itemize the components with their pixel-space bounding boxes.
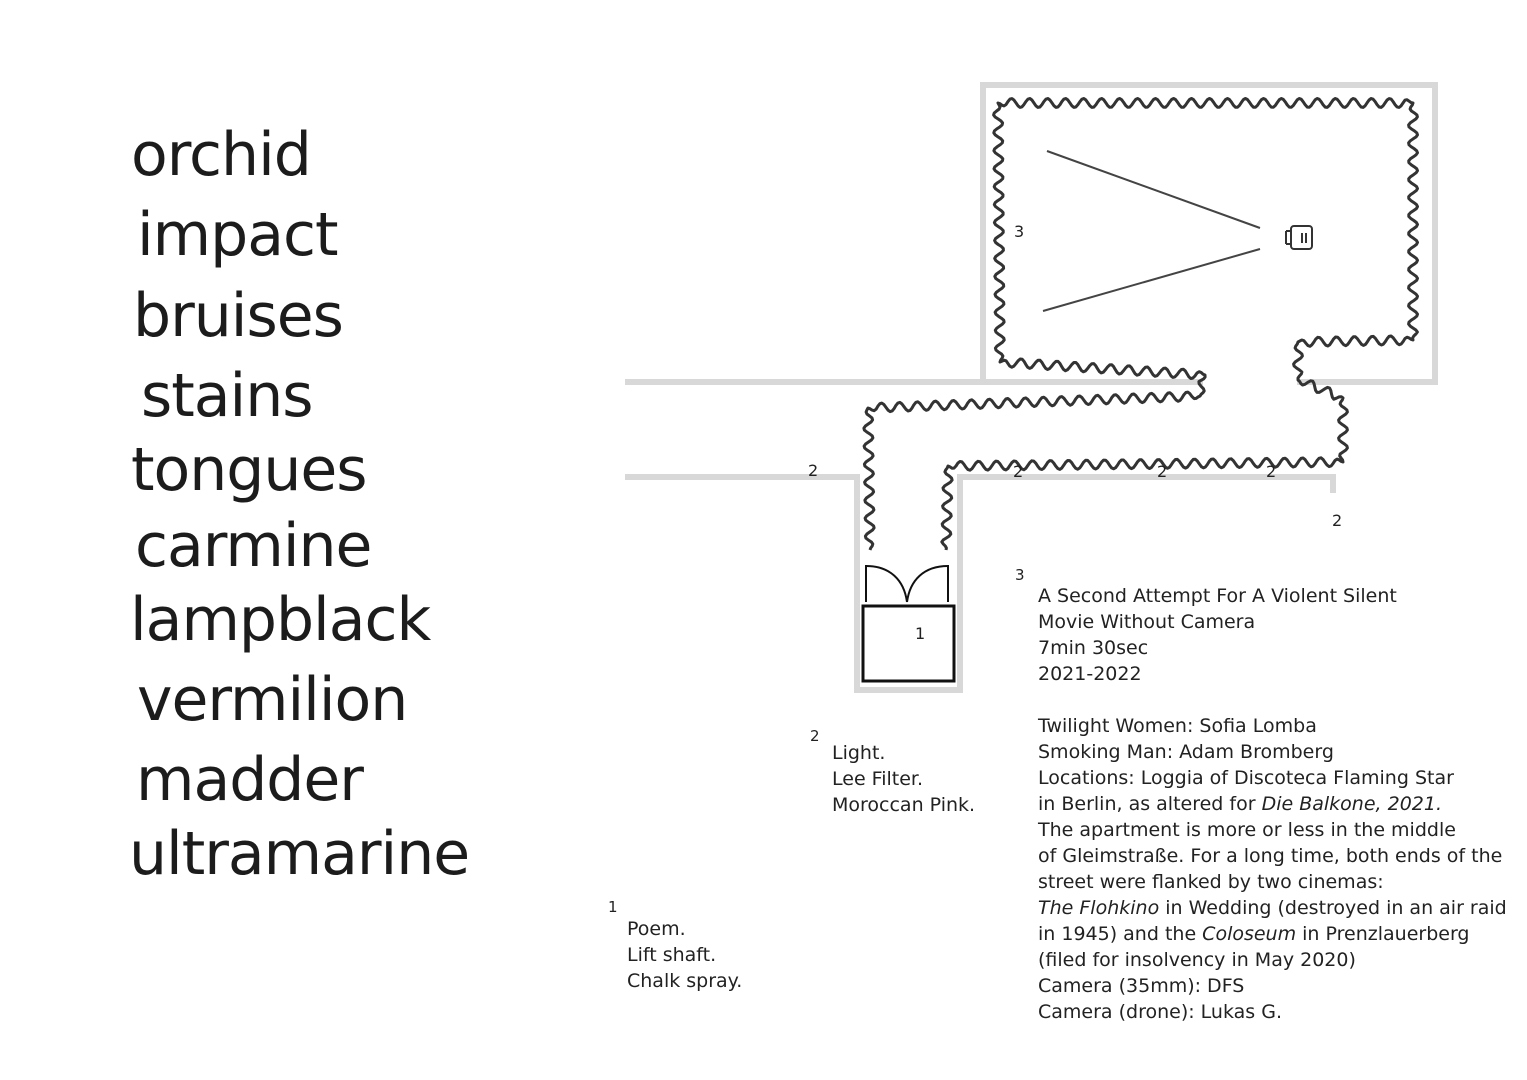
text-run: in Prenzlauerberg bbox=[1296, 923, 1470, 945]
poem-word: vermilion bbox=[137, 665, 408, 735]
label-corridor: 2 bbox=[1266, 462, 1277, 481]
label-corridor: 2 bbox=[1157, 462, 1168, 481]
text-run: in Berlin, as altered for bbox=[1038, 793, 1262, 815]
poem-word: madder bbox=[136, 745, 363, 815]
text-run: in Wedding (destroyed in an air raid bbox=[1159, 897, 1507, 919]
text-run: in 1945) and the bbox=[1038, 923, 1203, 945]
label-lift: 1 bbox=[915, 624, 926, 643]
credit-line: The apartment is more or less in the middle bbox=[1038, 819, 1456, 841]
note-line: Lift shaft. bbox=[627, 944, 717, 966]
projection-cone bbox=[1043, 151, 1260, 311]
credit-line bbox=[1038, 921, 1507, 947]
poem-word: lampblack bbox=[130, 585, 431, 655]
note-line: Lee Filter. bbox=[832, 768, 924, 790]
credit-line: Camera (drone): Lukas G. bbox=[1038, 1001, 1282, 1023]
door-leaf-left bbox=[866, 566, 907, 602]
poem-word: stains bbox=[141, 361, 313, 431]
credit-line: Locations: Loggia of Discoteca Flaming Star bbox=[1038, 767, 1454, 789]
poem-word: ultramarine bbox=[129, 819, 470, 889]
note-line: Poem. bbox=[627, 918, 686, 940]
note-line: Chalk spray. bbox=[627, 970, 743, 992]
credit-line bbox=[1038, 791, 1507, 817]
lift-shaft bbox=[863, 565, 954, 681]
credit-line: (filed for insolvency in May 2020) bbox=[1038, 949, 1356, 971]
note-line: Light. bbox=[832, 742, 886, 764]
note-number: 2 bbox=[810, 727, 820, 745]
film-duration: 7min 30sec bbox=[1038, 637, 1149, 659]
note-line: Moroccan Pink. bbox=[832, 794, 976, 816]
film-years: 2021-2022 bbox=[1038, 663, 1142, 685]
cinema-name: Coloseum bbox=[1202, 923, 1297, 945]
wall-room-outline bbox=[628, 85, 1435, 382]
credit-line: Camera (35mm): DFS bbox=[1038, 975, 1245, 997]
credit-line bbox=[1038, 895, 1507, 921]
note-number: 3 bbox=[1015, 566, 1025, 584]
film-title-line: A Second Attempt For A Violent Silent bbox=[1038, 585, 1397, 607]
cinema-name: The Flohkino bbox=[1038, 897, 1160, 919]
poem-word: impact bbox=[137, 200, 338, 270]
label-room: 3 bbox=[1014, 222, 1025, 241]
door-leaf-right bbox=[907, 566, 948, 602]
credit-line: Twilight Women: Sofia Lomba bbox=[1038, 715, 1317, 737]
poem-word: tongues bbox=[131, 435, 367, 505]
note-number: 1 bbox=[608, 898, 618, 916]
credit-line: Smoking Man: Adam Bromberg bbox=[1038, 741, 1334, 763]
poem-word: orchid bbox=[131, 120, 311, 190]
poem-word: bruises bbox=[133, 281, 343, 351]
poem-word: carmine bbox=[135, 511, 372, 581]
projector-icon bbox=[1286, 226, 1312, 249]
work-title: Die Balkone, 2021. bbox=[1261, 793, 1443, 815]
credit-line: street were flanked by two cinemas: bbox=[1038, 871, 1384, 893]
label-corridor: 2 bbox=[1013, 462, 1024, 481]
lift-box bbox=[863, 606, 954, 681]
film-title-line: Movie Without Camera bbox=[1038, 611, 1256, 633]
label-corridor: 2 bbox=[1332, 511, 1343, 530]
label-corridor: 2 bbox=[808, 461, 819, 480]
credit-line: of Gleimstraße. For a long time, both ends of the bbox=[1038, 845, 1503, 867]
